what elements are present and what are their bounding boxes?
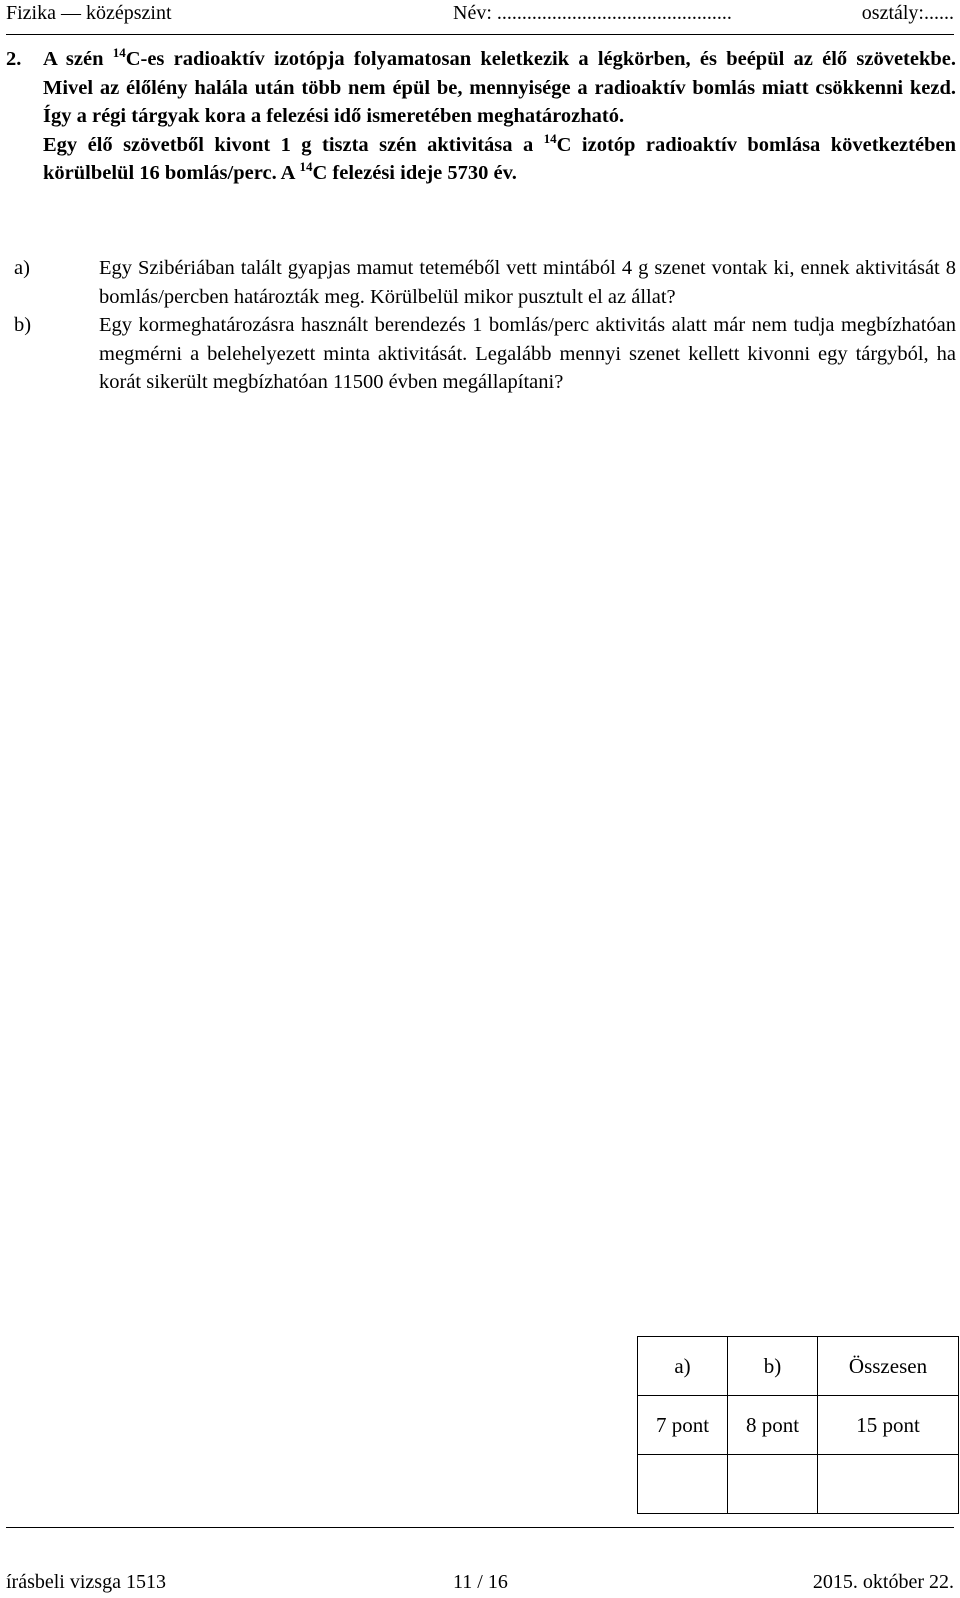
score-points-total: 15 pont <box>818 1396 959 1455</box>
question-a <box>6 254 956 311</box>
footer-exam: írásbeli vizsga 1513 <box>6 1571 166 1593</box>
task-text: A szén <box>43 48 113 70</box>
footer-date: 2015. október 22. <box>812 1571 954 1593</box>
task-statement <box>6 45 956 188</box>
score-points-a: 7 pont <box>638 1396 728 1455</box>
task-text: C felezési ideje 5730 év. <box>312 162 517 184</box>
question-label: a) <box>14 257 30 279</box>
score-header-b: b) <box>728 1337 818 1396</box>
score-header-a: a) <box>638 1337 728 1396</box>
score-header-total: Összesen <box>818 1337 959 1396</box>
score-achieved-a[interactable] <box>638 1455 728 1514</box>
task-paragraph-1 <box>43 45 956 131</box>
task-body <box>43 45 956 188</box>
task-text: Egy élő szövetből kivont 1 g tiszta szén aktivitása a <box>43 133 544 156</box>
isotope-superscript: 14 <box>543 130 557 146</box>
question-text: Egy Szibériában talált gyapjas mamut teteméből vett mintából 4 g szenet vontak ki, ennek aktivitását 8 bomlás/percben határozták meg. Körülbelül mikor pusztult el az állat? <box>99 257 956 308</box>
score-table <box>637 1336 959 1514</box>
task-text: C-es radioaktív izotópja folyamatosan keletkezik a légkörben, és beépül az élő szövetekbe. Mivel az élőlény halála után több nem épül be, mennyisége a radioaktív bomlás miatt csökkenni kezd. Így a régi tárgyak kora a felezési idő ismeretében meghatározható. <box>43 48 956 127</box>
question-b <box>6 311 956 397</box>
isotope-superscript: 14 <box>299 159 313 175</box>
footer-page-number: 11 / 16 <box>453 1571 508 1593</box>
score-achieved-total[interactable] <box>818 1455 959 1514</box>
score-achieved-b[interactable] <box>728 1455 818 1514</box>
score-points-row <box>638 1396 959 1455</box>
question-label: b) <box>14 314 32 336</box>
header-subject: Fizika — középszint <box>6 2 172 24</box>
task-paragraph-2 <box>43 131 956 188</box>
header-class-field: osztály:...... <box>861 2 954 24</box>
page-header <box>6 0 954 35</box>
question-text: Egy kormeghatározásra használt berendezés 1 bomlás/perc aktivitás alatt már nem tudja megbízhatóan megmérni a belehelyezett minta aktivitását. Legalább mennyi szenet kellett kivonni egy tárgyból, ha korát sikerült megbízhatóan 11500 évben megállapítani? <box>99 314 956 393</box>
header-name-field: Név: ............................................... <box>453 2 732 24</box>
task-number: 2. <box>6 48 22 70</box>
isotope-superscript: 14 <box>112 45 126 61</box>
task-text: C izotóp radioaktív bomlása következtében körülbelül 16 bomlás/perc. A <box>43 133 956 184</box>
score-points-b: 8 pont <box>728 1396 818 1455</box>
page-footer <box>6 1527 954 1598</box>
score-header-row <box>638 1337 959 1396</box>
question-list <box>6 254 956 397</box>
score-achieved-row <box>638 1455 959 1514</box>
